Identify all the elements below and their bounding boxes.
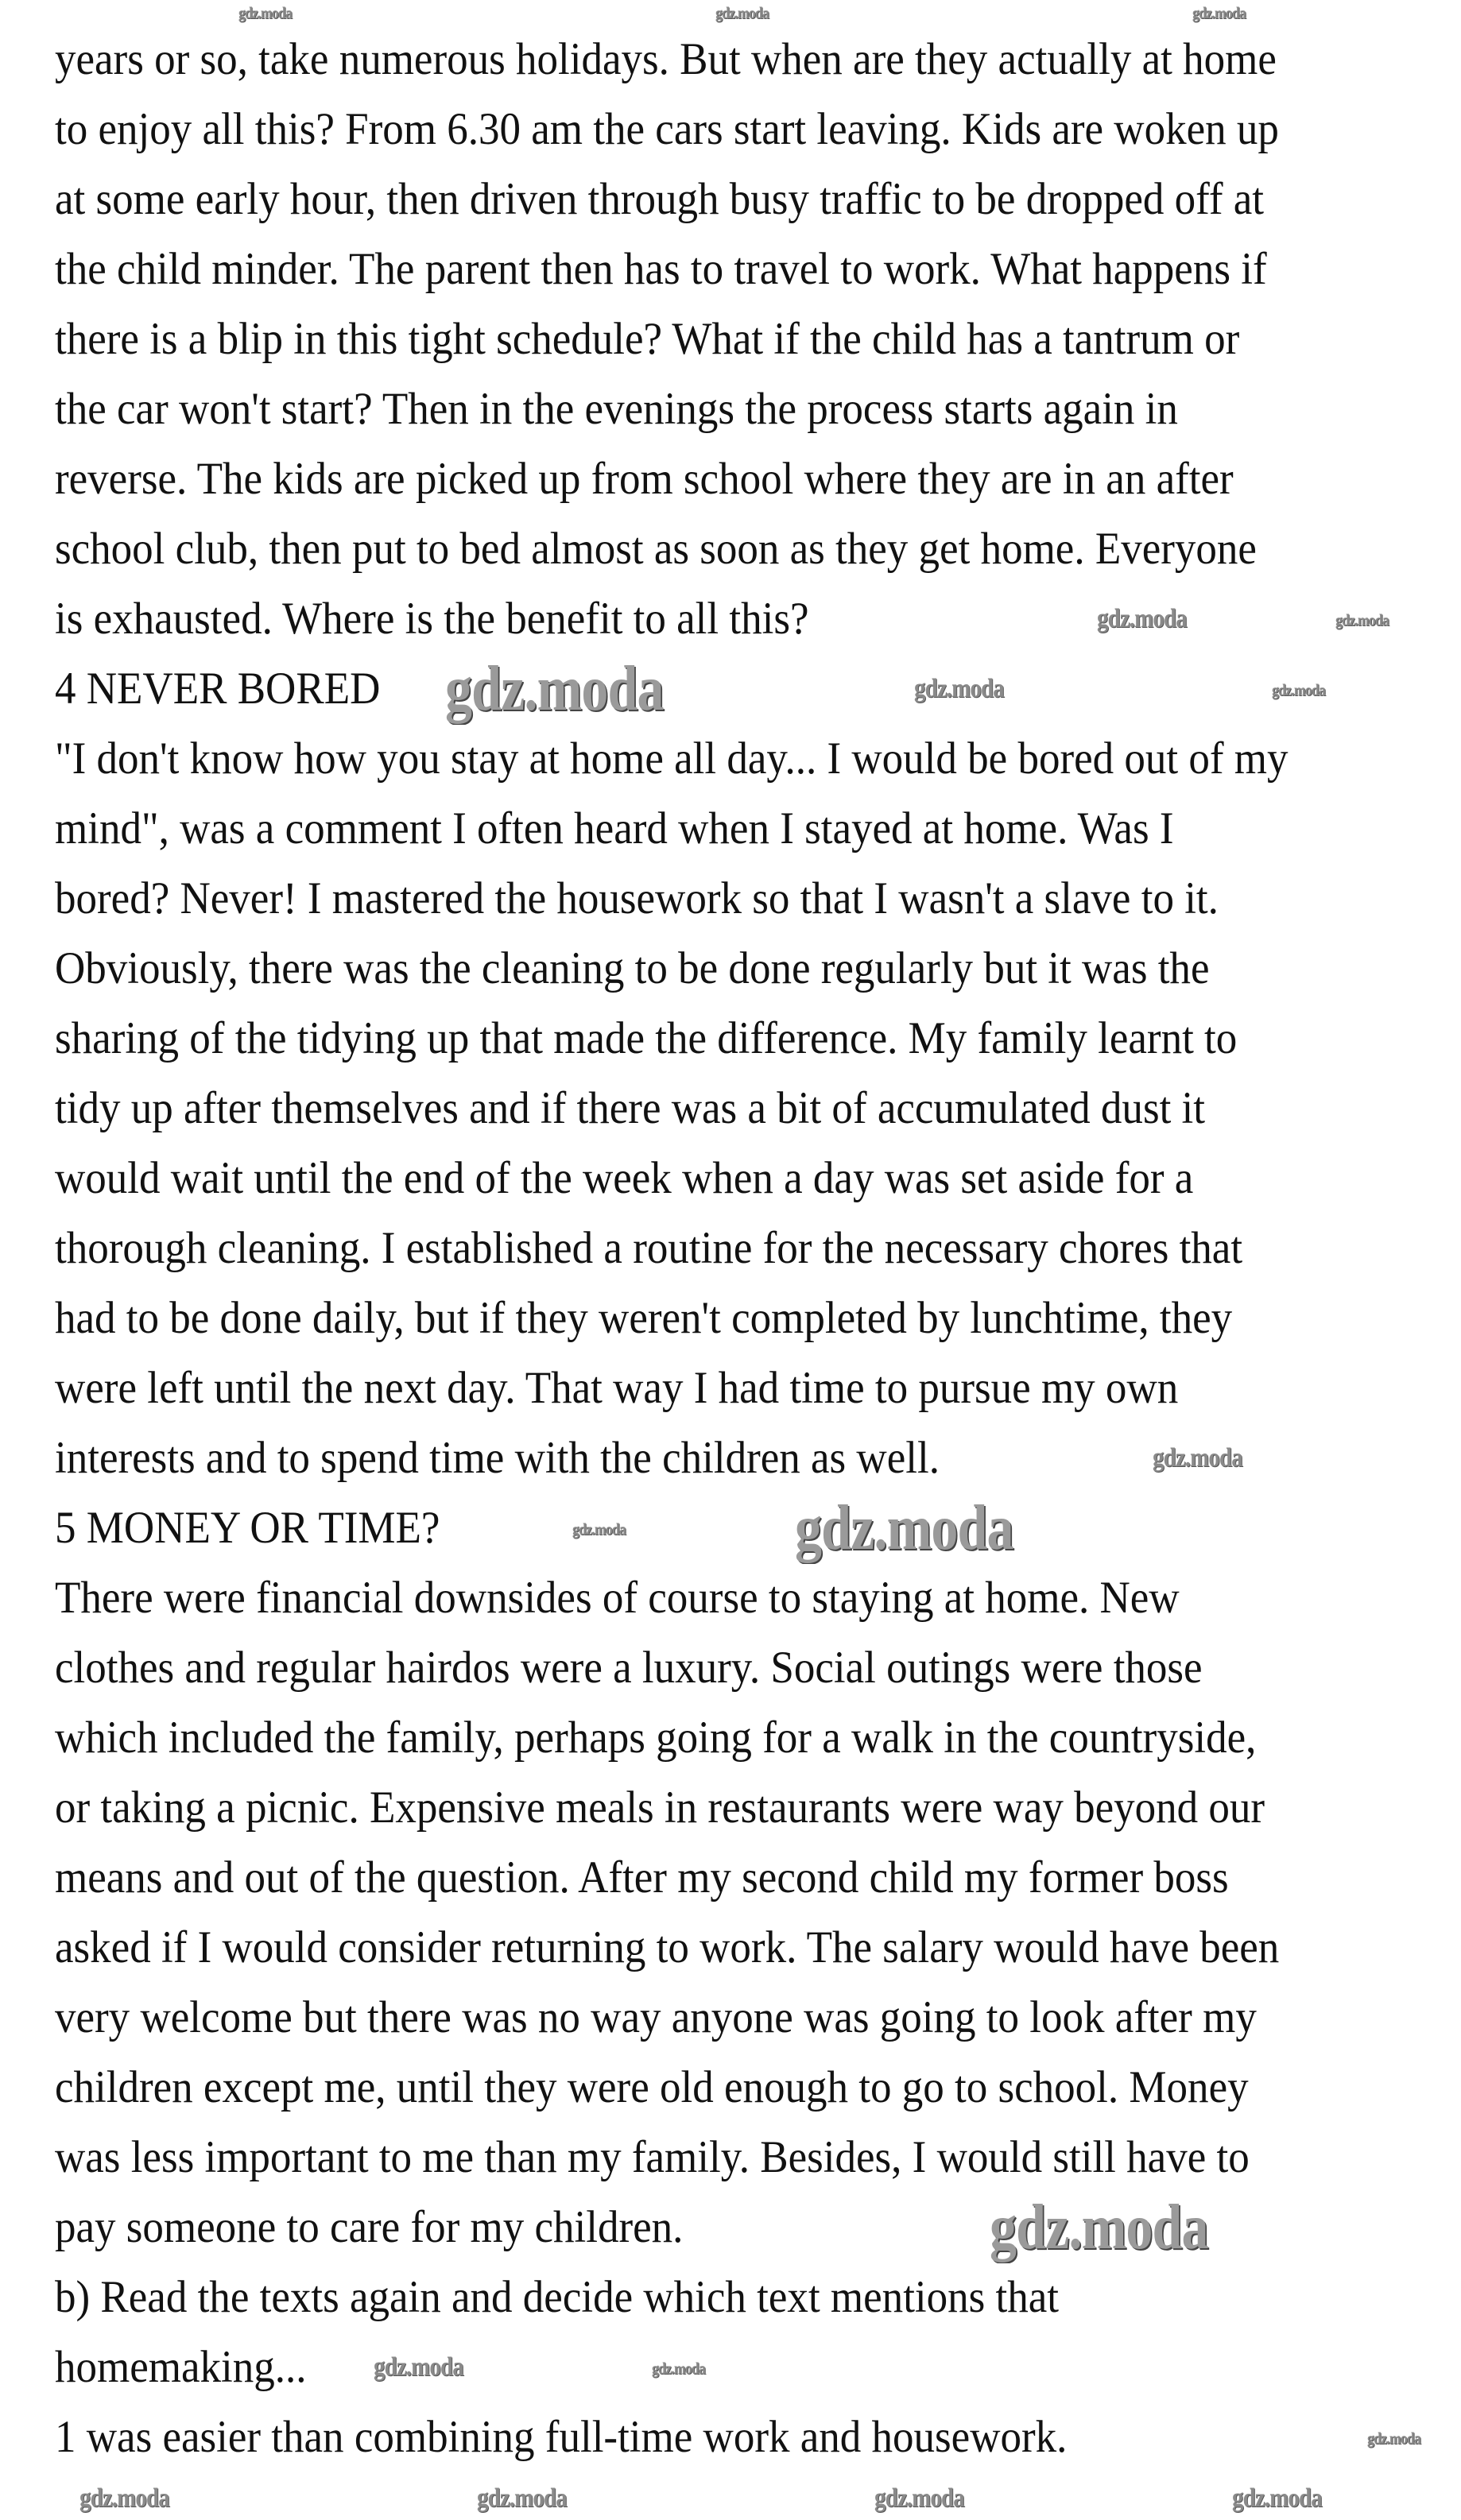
section-heading: 4 NEVER BORED [55,664,381,714]
watermark: gdz.moda [1097,604,1187,633]
watermark: gdz.moda [374,2352,463,2382]
text-line: was less important to me than my family. Besides, I would still have to [55,2132,1250,2182]
text-line: years or so, take numerous holidays. But when are they actually at home [55,34,1277,84]
text-line: very welcome but there was no way anyone was going to look after my [55,1992,1257,2042]
text-line: would wait until the end of the week when a day was set aside for a [55,1153,1194,1203]
text-line: There were financial downsides of course to staying at home. New [55,1573,1180,1623]
watermark: gdz.moda [652,2359,706,2378]
text-line: sharing of the tidying up that made the difference. My family learnt to [55,1013,1238,1063]
text-line: mind", was a comment I often heard when I stayed at home. Was I [55,803,1174,854]
text-line: Obviously, there was the cleaning to be done regularly but it was the [55,943,1210,993]
watermark-large: gdz.moda [990,2193,1208,2263]
watermark-large: gdz.moda [445,654,664,724]
watermark: gdz.moda [1367,2429,1421,2448]
watermark: gdz.moda [914,674,1004,703]
watermark: gdz.moda [79,2483,169,2513]
watermark-large: gdz.moda [795,1493,1013,1563]
watermark: gdz.moda [572,1519,626,1539]
text-line: children except me, until they were old enough to go to school. Money [55,2062,1249,2112]
watermark: gdz.moda [1192,3,1246,22]
task-item: 1 was easier than combining full-time work and housework. [55,2412,1068,2462]
text-line: there is a blip in this tight schedule? What if the child has a tantrum or [55,314,1240,364]
text-line: at some early hour, then driven through busy traffic to be dropped off at [55,174,1265,224]
watermark: gdz.moda [1272,680,1326,699]
text-line: thorough cleaning. I established a routine for the necessary chores that [55,1223,1243,1273]
text-line: school club, then put to bed almost as soon as they get home. Everyone [55,524,1257,574]
watermark: gdz.moda [238,3,293,22]
text-line: pay someone to care for my children. [55,2202,684,2252]
text-line: interests and to spend time with the children as well. [55,1433,940,1483]
text-line: were left until the next day. That way I had time to pursue my own [55,1363,1179,1413]
text-line: or taking a picnic. Expensive meals in restaurants were way beyond our [55,1783,1265,1833]
document-page [55,25,1454,2472]
text-line: which included the family, perhaps going for a walk in the countryside, [55,1713,1257,1763]
text-line: "I don't know how you stay at home all day... I would be bored out of my [55,734,1289,784]
watermark: gdz.moda [1232,2483,1322,2513]
watermark: gdz.moda [1153,1443,1242,1473]
watermark: gdz.moda [715,3,769,22]
text-line: means and out of the question. After my second child my former boss [55,1852,1229,1903]
text-line: the child minder. The parent then has to travel to work. What happens if [55,244,1267,294]
text-line: had to be done daily, but if they weren't completed by lunchtime, they [55,1293,1233,1343]
text-line: asked if I would consider returning to work. The salary would have been [55,1922,1280,1972]
text-line: tidy up after themselves and if there was a bit of accumulated dust it [55,1083,1206,1133]
task-instruction: b) Read the texts again and decide which text mentions that [55,2272,1060,2322]
text-line: bored? Never! I mastered the housework so that I wasn't a slave to it. [55,873,1219,923]
text-line: reverse. The kids are picked up from school where they are in an after [55,454,1234,504]
section-heading: 5 MONEY OR TIME? [55,1503,440,1553]
watermark: gdz.moda [874,2483,964,2513]
text-line: to enjoy all this? From 6.30 am the cars start leaving. Kids are woken up [55,104,1279,154]
task-instruction: homemaking... [55,2342,307,2392]
watermark: gdz.moda [477,2483,567,2513]
text-line: is exhausted. Where is the benefit to all this? [55,594,809,644]
watermark: gdz.moda [1335,610,1389,629]
text-line: clothes and regular hairdos were a luxury. Social outings were those [55,1643,1203,1693]
text-line: the car won't start? Then in the evenings the process starts again in [55,384,1178,434]
